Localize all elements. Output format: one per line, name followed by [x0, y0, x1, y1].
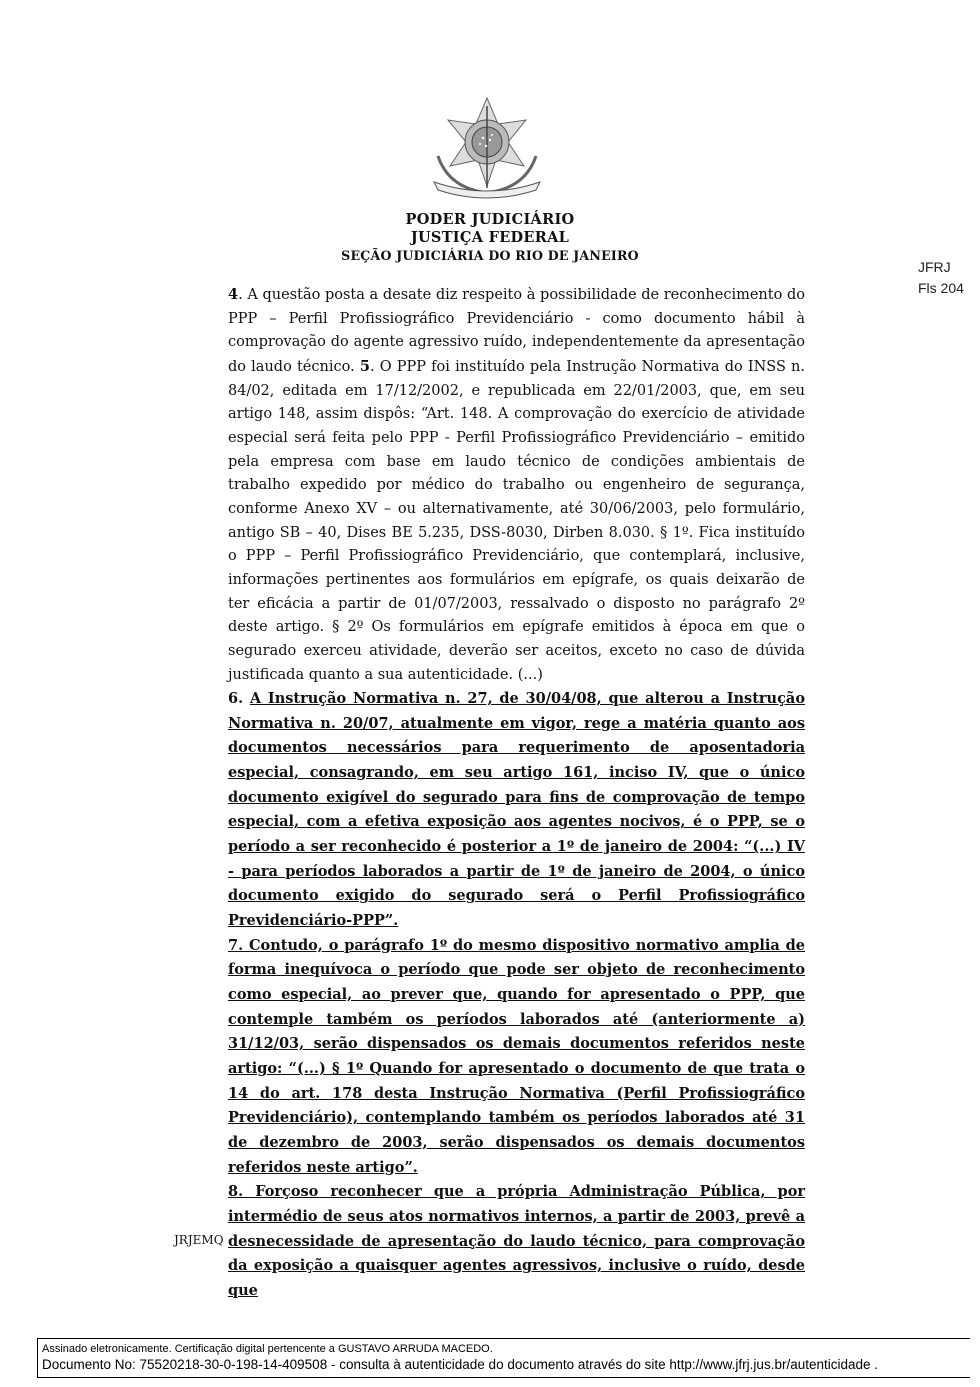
- page-number-stamp: Fls 204: [918, 280, 964, 296]
- coat-of-arms-seal: [428, 96, 546, 202]
- paragraph-6: [228, 687, 805, 934]
- header-line-2: JUSTIÇA FEDERAL: [410, 229, 570, 246]
- paragraph-8: [228, 1180, 805, 1303]
- certification-document-link: Documento No: 75520218-30-0-198-14-409508 - consulta à autenticidade do documento através do site http://www.jfrj.jus.br/autenticidade .: [42, 1357, 879, 1372]
- court-stamp: JFRJ: [918, 259, 951, 275]
- footer-code: JRJEMQ: [174, 1233, 224, 1247]
- document-body: [228, 283, 805, 1304]
- paragraph-5-text: . O PPP foi instituído pela Instrução Normativa do INSS n. 84/02, editada em 17/12/2002, e republicada em 22/01/2003, que, em seu artigo 148, assim dispôs: “Art. 148. A comprovação do exercício de atividade especial será feita pelo PPP - Perfil Profissiográfico Previdenciário – emitido pela empresa com base em laudo técnico de condições ambientais de trabalho expedido por médico do trabalho ou engenheiro de segurança, conforme Anexo XV – ou alternativamente, até 30/06/2003, pelo formulário, antigo SB – 40, Dises BE 5.235, DSS-8030, Dirben 8.030. § 1º. Fica instituído o PPP – Perfil Profissiográfico Previdenciário, que contemplará, inclusive, informações pertinentes aos formulários em epígrafe, os quais deixarão de ter eficácia a partir de 01/07/2003, ressalvado o disposto no parágrafo 2º deste artigo. § 2º Os formulários em epígrafe emitidos à época em que o segurado exerceu atividade, deverão ser aceitos, exceto no caso de dúvida justificada quanto a sua autenticidade. (...): [228, 358, 806, 683]
- paragraph-6-number: 6.: [228, 690, 250, 708]
- paragraph-7: [228, 934, 805, 1181]
- paragraph-4-text: . A questão posta a desate diz respeito à possibilidade de reconhecimento do PPP – Perfil Profissiográfico Previdenciário - como documento hábil à comprovação do agente agressivo ruído, independentemente da apresentação do laudo técnico.: [228, 287, 805, 375]
- paragraph-8-text: 8. Forçoso reconhecer que a própria Administração Pública, por intermédio de seus atos normativos internos, a partir de 2003, prevê a desnecessidade de apresentação do laudo técnico, para comprovação da exposição a quaisquer agentes agressivos, inclusive o ruído, desde que: [228, 1183, 805, 1299]
- paragraph-6-text: A Instrução Normativa n. 27, de 30/04/08, que alterou a Instrução Normativa n. 20/07, atualmente em vigor, rege a matéria quanto aos documentos necessários para requerimento de aposentadoria especial, consagrando, em seu artigo 161, inciso IV, que o único documento exigível do segurado para fins de comprovação de tempo especial, com a efetiva exposição aos agentes nocivos, é o PPP, se o período a ser reconhecido é posterior a 1º de janeiro de 2004: “(...) IV - para períodos laborados a partir de 1º de janeiro de 2004, o único documento exigido do segurado será o Perfil Profissiográfico Previdenciário-PPP”.: [228, 690, 805, 930]
- certification-signer: Assinado eletronicamente. Certificação digital pertencente a GUSTAVO ARRUDA MACEDO.: [42, 1343, 493, 1355]
- header-line-1: PODER JUDICIÁRIO: [405, 211, 575, 228]
- paragraph-4-5: [228, 283, 805, 687]
- certification-box: [37, 1338, 970, 1378]
- header-line-3: SEÇÃO JUDICIÁRIA DO RIO DE JANEIRO: [341, 248, 639, 263]
- paragraph-4-number: 4: [228, 286, 239, 303]
- paragraph-5-number: 5: [359, 357, 370, 375]
- paragraph-7-text: 7. Contudo, o parágrafo 1º do mesmo dispositivo normativo amplia de forma inequívoca o período que pode ser objeto de reconhecimento como especial, ao prever que, quando for apresentado o PPP, que contemple também os períodos laborados até (anteriormente a) 31/12/03, serão dispensados os demais documentos referidos neste artigo: “(...) § 1º Quando for apresentado o documento de que trata o 14 do art. 178 desta Instrução Normativa (Perfil Profissiográfico Previdenciário), contemplando também os períodos laborados até 31 de dezembro de 2003, serão dispensados os demais documentos referidos neste artigo”.: [228, 936, 805, 1176]
